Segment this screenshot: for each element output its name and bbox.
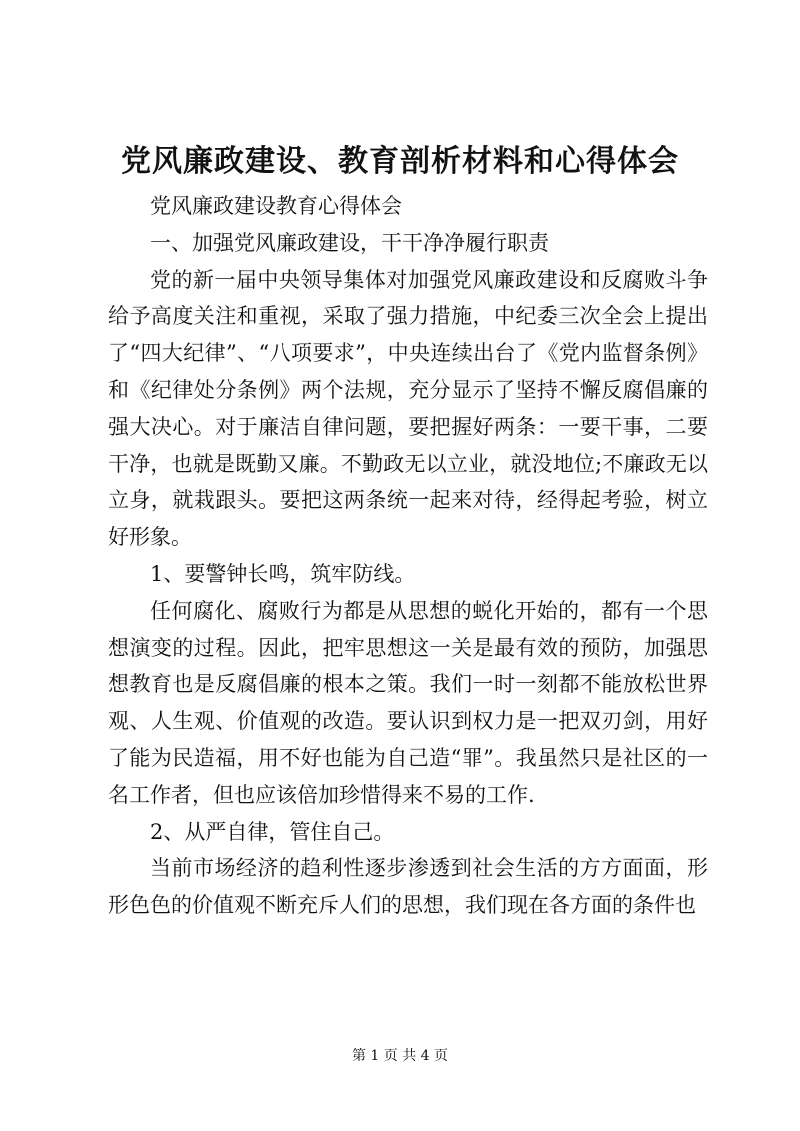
section-heading: 党风廉政建设教育心得体会	[150, 194, 402, 218]
body-paragraph: 党的新一届中央领导集体对加强党风廉政建设和反腐败斗争给予高度关注和重视，采取了强力措施，中纪委三次全会上提出了“四大纪律”、“八项要求”，中央连续出台了《党内监督条例》和《纪律处分条例》两个法规，充分显示了坚持不懈反腐倡廉的强大决心。对于廉洁自律问题，要把握好两条：一要干事，二要干净，也就是既勤又廉。不勤政无以立业，就没地位;不廉政无以立身，就栽跟头。要把这两条统一起来对待，经得起考验，树立好形象。	[108, 267, 708, 550]
document-title: 党风廉政建设、教育剖析材料和心得体会	[121, 144, 679, 179]
document-body	[108, 188, 708, 924]
page-number-footer: 第 1 页 共 4 页	[351, 1048, 449, 1064]
subsection-heading: 一、加强党风廉政建设，干干净净履行职责	[150, 230, 549, 255]
body-paragraph: 任何腐化、腐败行为都是从思想的蜕化开始的，都有一个思想演变的过程。因此，把牢思想这一关是最有效的预防，加强思想教育也是反腐倡廉的根本之策。我们一时一刻都不能放松世界观、人生观、价值观的改造。要认识到权力是一把双刃剑，用好了能为民造福，用不好也能为自己造“罪”。我虽然只是社区的一名工作者，但也应该倍加珍惜得来不易的工作.	[108, 598, 708, 807]
body-paragraph: 当前市场经济的趋利性逐步渗透到社会生活的方方面面，形形色色的价值观不断充斥人们的思想，我们现在各方面的条件也	[108, 856, 708, 918]
list-item-heading: 2、从严自律，管住自己。	[150, 819, 395, 844]
list-item-heading: 1、要警钟长鸣，筑牢防线。	[150, 561, 416, 586]
